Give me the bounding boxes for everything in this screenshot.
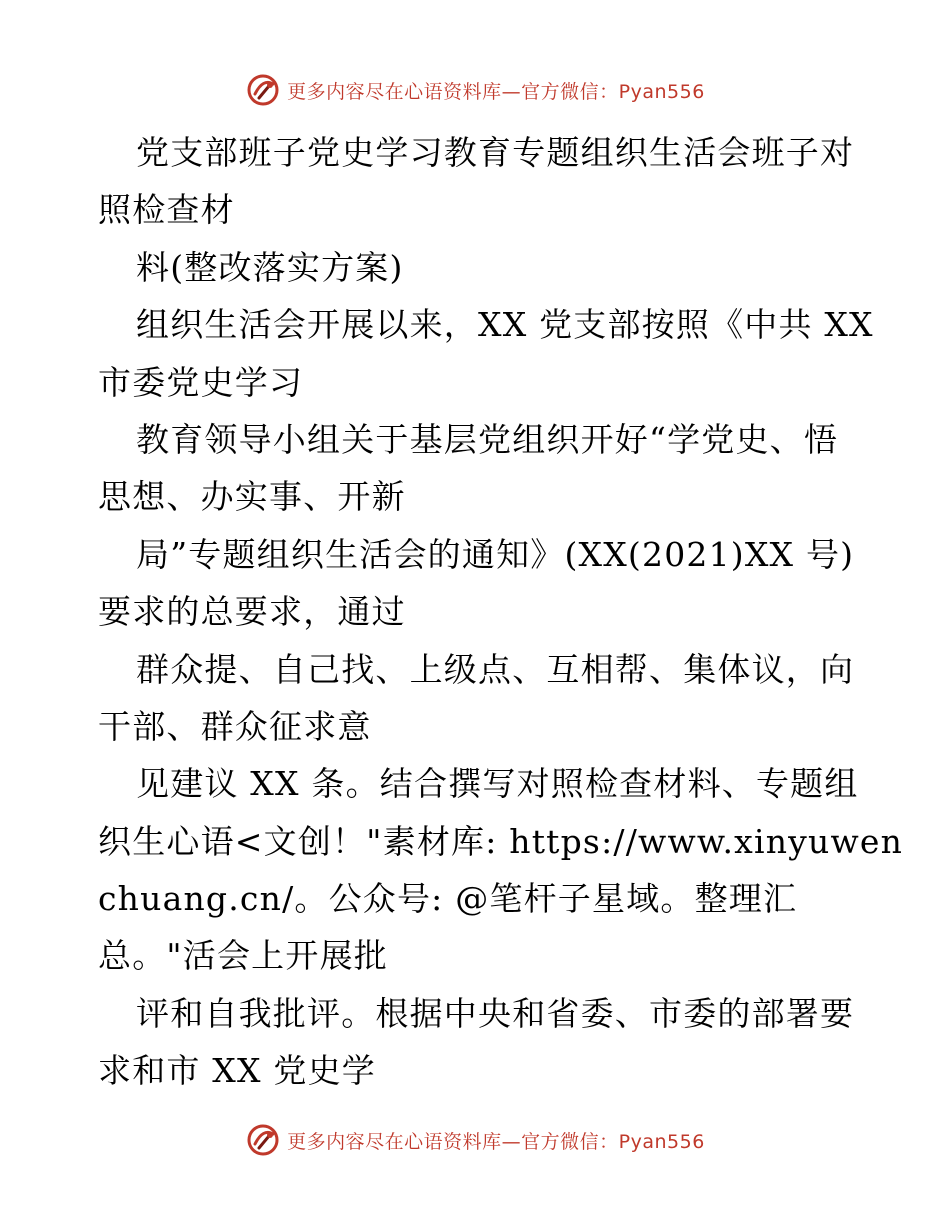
document-line: 思想、办实事、开新: [98, 477, 406, 517]
document-line: 党支部班子党史学习教育专题组织生活会班子对: [136, 133, 855, 172]
document-line: 群众提、自己找、上级点、互相帮、集体议，向: [136, 649, 855, 689]
document-line: chuang.cn/。公众号: @笔杆子星域。整理汇: [98, 879, 798, 919]
document-line: 要求的总要求，通过: [98, 592, 406, 632]
document-body: [98, 124, 904, 1100]
footer-banner-handle: Pyan556: [618, 1130, 705, 1153]
document-line: 织生心语<文创！"素材库: https://www.xinyuwen: [98, 821, 904, 861]
document-line: 评和自我批评。根据中央和省委、市委的部署要: [136, 993, 855, 1033]
document-line: 总。"活会上开展批: [98, 936, 388, 976]
document-line: 干部、群众征求意: [98, 706, 372, 746]
brand-logo-icon: [245, 1122, 281, 1158]
document-line: 求和市 XX 党史学: [98, 1051, 376, 1091]
document-line: 照检查材: [98, 190, 235, 230]
footer-banner: [0, 1120, 950, 1160]
brand-logo-icon: [245, 72, 281, 108]
footer-banner-text: 更多内容尽在心语资料库—官方微信：Pyan556: [287, 1130, 705, 1153]
header-banner: [0, 70, 950, 110]
document-line: 市委党史学习: [98, 362, 304, 402]
header-banner-text: 更多内容尽在心语资料库—官方微信：Pyan556: [287, 80, 705, 103]
document-line: 见建议 XX 条。结合撰写对照检查材料、专题组: [136, 764, 859, 804]
document-line: 组织生活会开展以来，XX 党支部按照《中共 XX: [136, 305, 874, 345]
header-banner-handle: Pyan556: [618, 80, 705, 103]
document-line: 局”专题组织生活会的通知》(XX(2021)XX 号): [136, 534, 855, 574]
document-line: 教育领导小组关于基层党组织开好“学党史、悟: [136, 419, 839, 459]
document-line: 料(整改落实方案): [136, 247, 404, 287]
